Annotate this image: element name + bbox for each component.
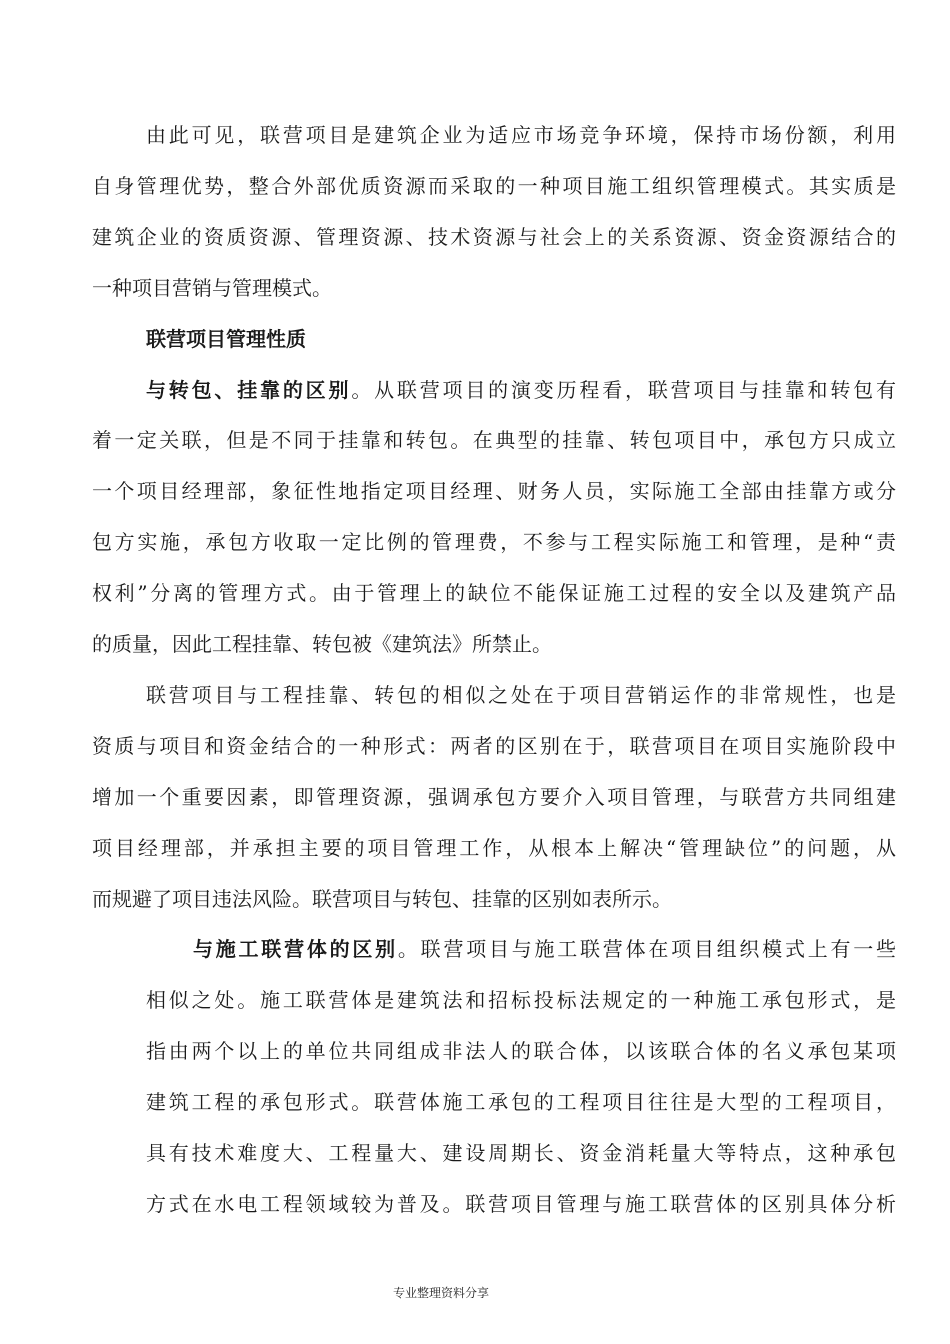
paragraph-line: 着一定关联，但是不同于挂靠和转包。在典型的挂靠、转包项目中，承包方只成立 [92,428,896,452]
paragraph-line: 一种项目营销与管理模式。 [92,276,332,300]
paragraph-line: 由此可见，联营项目是建筑企业为适应市场竞争环境，保持市场份额，利用 [146,123,896,147]
page-footer: 专业整理资料分享 [392,1286,489,1300]
paragraph-first-line [146,376,896,404]
paragraph-line: 包方实施，承包方收取一定比例的管理费，不参与工程实际施工和管理，是种“责 [92,530,896,554]
bold-lead: 与转包、挂靠的区别 [146,378,352,402]
paragraph-line: 权利”分离的管理方式。由于管理上的缺位不能保证施工过程的安全以及建筑产品 [92,581,896,605]
section-heading: 联营项目管理性质 [146,327,306,351]
lead-rest: 。从联营项目的演变历程看，联营项目与挂靠和转包有 [351,378,896,402]
paragraph-first-line [193,935,896,963]
paragraph-line: 项目经理部，并承担主要的项目管理工作，从根本上解决“管理缺位”的问题，从 [92,836,896,860]
paragraph-line: 资质与项目和资金结合的一种形式：两者的区别在于，联营项目在项目实施阶段中 [92,734,896,758]
paragraph-line: 的质量，因此工程挂靠、转包被《建筑法》所禁止。 [92,632,552,656]
lead-rest: 。联营项目与施工联营体在项目组织模式上有一些 [397,937,897,961]
paragraph-line: 而规避了项目违法风险。联营项目与转包、挂靠的区别如表所示。 [92,887,672,911]
paragraph-line: 联营项目与工程挂靠、转包的相似之处在于项目营销运作的非常规性，也是 [146,683,896,707]
paragraph-line: 指由两个以上的单位共同组成非法人的联合体，以该联合体的名义承包某项 [146,1039,896,1063]
paragraph-line: 一个项目经理部，象征性地指定项目经理、财务人员，实际施工全部由挂靠方或分 [92,479,896,503]
paragraph-line: 相似之处。施工联营体是建筑法和招标投标法规定的一种施工承包形式，是 [146,988,896,1012]
paragraph-line: 方式在水电工程领域较为普及。联营项目管理与施工联营体的区别具体分析 [146,1192,896,1216]
paragraph-line: 建筑企业的资质资源、管理资源、技术资源与社会上的关系资源、资金资源结合的 [92,225,896,249]
paragraph-line: 具有技术难度大、工程量大、建设周期长、资金消耗量大等特点，这种承包 [146,1141,896,1165]
paragraph-line: 增加一个重要因素，即管理资源，强调承包方要介入项目管理，与联营方共同组建 [92,785,896,809]
paragraph-line: 自身管理优势，整合外部优质资源而采取的一种项目施工组织管理模式。其实质是 [92,174,896,198]
paragraph-line: 建筑工程的承包形式。联营体施工承包的工程项目往往是大型的工程项目， [146,1090,896,1114]
bold-lead: 与施工联营体的区别 [193,937,398,961]
